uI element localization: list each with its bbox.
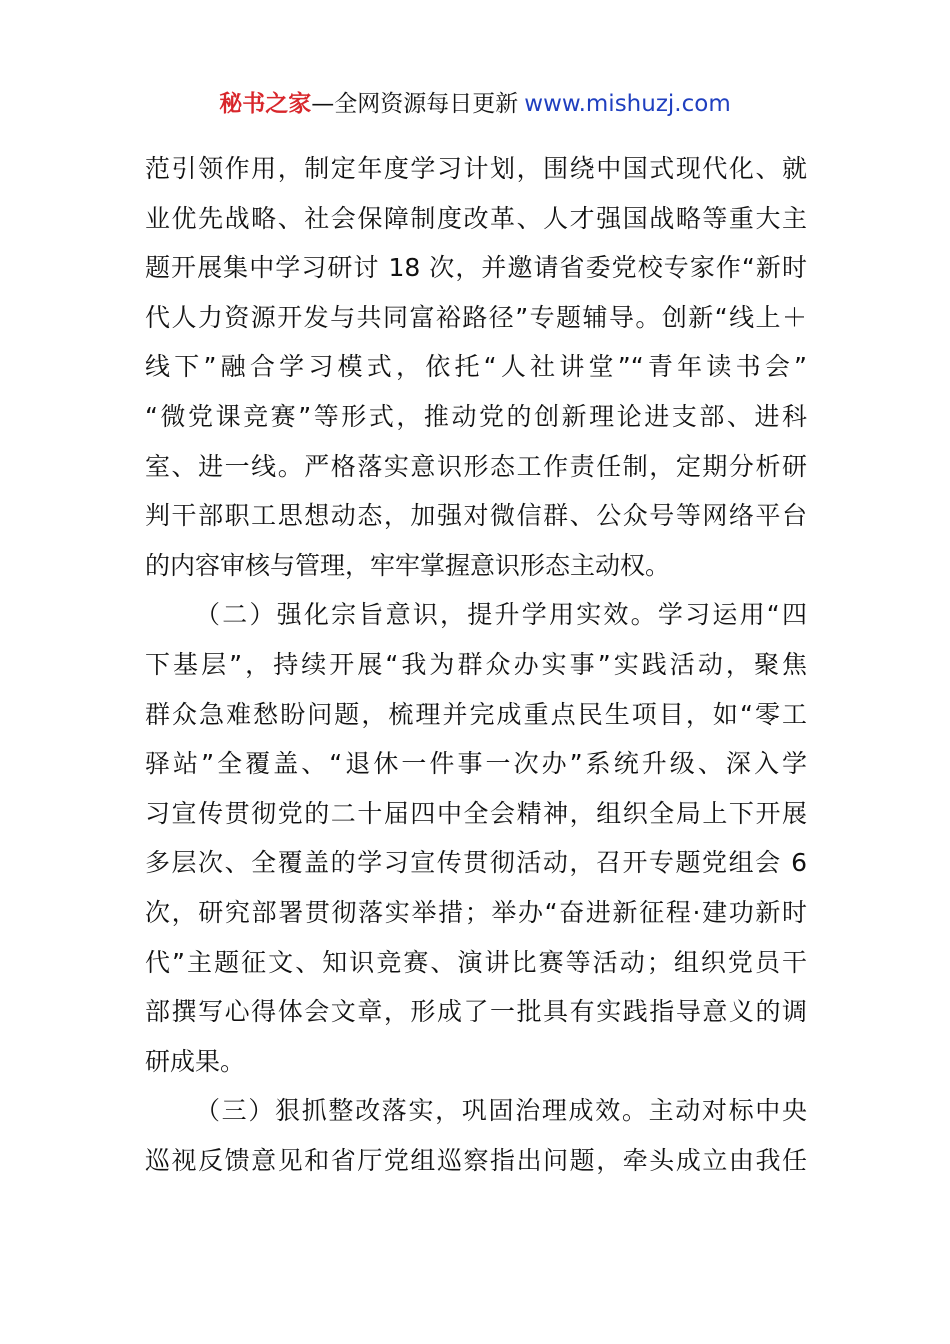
text-line: 下基层”，持续开展“我为群众办实事”实践活动，聚焦 (145, 649, 807, 679)
text-line: 群众急难愁盼问题，梳理并完成重点民生项目，如“零工 (145, 699, 807, 729)
site-brand: 秘书之家 (219, 91, 312, 117)
text-line: 驿站”全覆盖、“退休一件事一次办”系统升级、深入学 (145, 749, 807, 779)
text-line: 研成果。 (145, 1046, 246, 1076)
text-line: 题开展集中学习研讨 18 次，并邀请省委党校专家作“新时 (145, 253, 807, 283)
text-line: “微党课竞赛”等形式，推动党的创新理论进支部、进科 (145, 401, 807, 431)
text-line: 部撰写心得体会文章，形成了一批具有实践指导意义的调 (145, 997, 807, 1027)
site-header (0, 88, 950, 120)
section-heading-line: （二）强化宗旨意识，提升学用实效。学习运用“四 (195, 600, 807, 630)
text-line: 习宣传贯彻党的二十届四中全会精神，组织全局上下开展 (145, 798, 807, 828)
section-heading-line: （三）狠抓整改落实，巩固治理成效。主动对标中央 (195, 1096, 807, 1126)
text-line: 线下”融合学习模式，依托“人社讲堂”“青年读书会” (145, 352, 807, 382)
text-line: 代”主题征文、知识竞赛、演讲比赛等活动；组织党员干 (145, 947, 807, 977)
text-line: 室、进一线。严格落实意识形态工作责任制，定期分析研 (145, 451, 807, 481)
text-line: 代人力资源开发与共同富裕路径”专题辅导。创新“线上＋ (145, 302, 807, 332)
text-line: 的内容审核与管理，牢牢掌握意识形态主动权。 (145, 550, 671, 580)
text-line: 范引领作用，制定年度学习计划，围绕中国式现代化、就 (145, 154, 807, 183)
site-slogan: —全网资源每日更新 (311, 91, 519, 117)
text-line: 多层次、全覆盖的学习宣传贯彻活动，召开专题党组会 6 (145, 848, 807, 878)
text-line: 巡视反馈意见和省厅党组巡察指出问题，牵头成立由我任 (145, 1145, 807, 1175)
text-line: 判干部职工思想动态，加强对微信群、公众号等网络平台 (145, 501, 807, 531)
site-url-link[interactable]: www.mishuzj.com (524, 91, 731, 117)
document-body (145, 144, 807, 1185)
text-line: 次，研究部署贯彻落实举措；举办“奋进新征程·建功新时 (145, 897, 807, 927)
text-line: 业优先战略、社会保障制度改革、人才强国战略等重大主 (145, 203, 807, 233)
